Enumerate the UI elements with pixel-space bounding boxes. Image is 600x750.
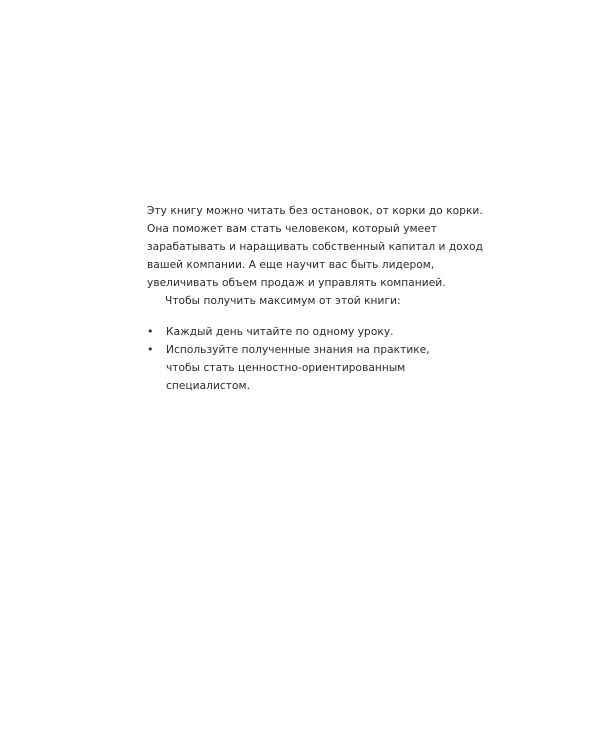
page-text <box>147 202 487 395</box>
paragraph-line: увеличивать объем продаж и управлять компанией. <box>147 277 446 289</box>
list-item <box>147 341 487 395</box>
list-item-line: Каждый день читайте по одному уроку. <box>166 326 394 338</box>
list-item-line: Используйте полученные знания на практике, <box>166 344 430 356</box>
tips-list <box>147 323 487 395</box>
list-item-line: чтобы стать ценностно-ориентированным <box>166 362 406 374</box>
bullet-icon: • <box>147 343 154 356</box>
lead-in-text: Чтобы получить максимум от этой книги: <box>165 295 401 307</box>
intro-paragraph <box>147 202 487 292</box>
bullet-icon: • <box>147 325 154 338</box>
paragraph-line: вашей компании. А еще научит вас быть лидером, <box>147 259 435 271</box>
list-item <box>147 323 487 341</box>
list-item-line: специалистом. <box>166 380 250 392</box>
paragraph-line: зарабатывать и наращивать собственный капитал и доход <box>147 241 484 253</box>
paragraph-line: Эту книгу можно читать без остановок, от корки до корки. <box>147 205 483 217</box>
paragraph-line: Она поможет вам стать человеком, который умеет <box>147 223 438 235</box>
